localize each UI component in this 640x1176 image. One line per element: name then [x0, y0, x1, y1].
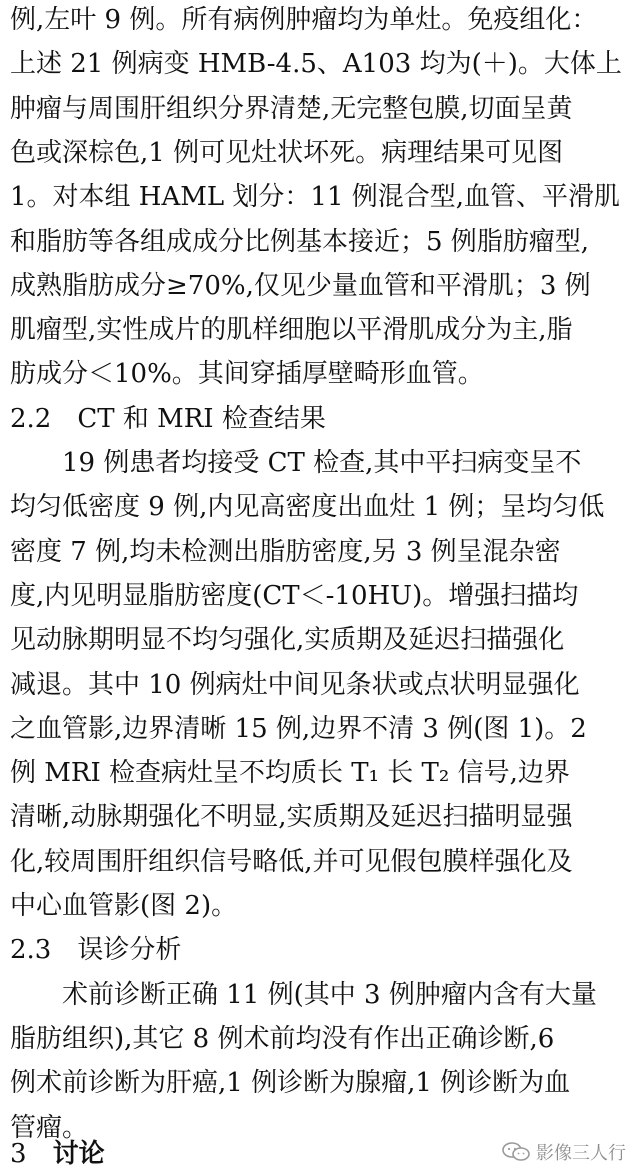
text-line: 19 例患者均接受 CT 检查,其中平扫病变呈不 — [62, 448, 582, 478]
watermark — [502, 1137, 626, 1167]
watermark-text: 影像三人行 — [536, 1143, 626, 1164]
section-number: 3 — [10, 1139, 27, 1169]
text-line: 脂肪组织),其它 8 例术前均没有作出正确诊断,6 — [10, 1023, 555, 1054]
text-line: 管瘤。 — [10, 1112, 89, 1143]
text-line: 例术前诊断为肝癌,1 例诊断为腺瘤,1 例诊断为血 — [10, 1068, 571, 1099]
text-line: 清晰,动脉期强化不明显,实质期及延迟扫描明显强 — [10, 802, 573, 833]
text-line: 成熟脂肪成分≥70%,仅见少量血管和平滑肌；3 例 — [10, 270, 591, 301]
text-line: 肪成分＜10%。其间穿插厚壁畸形血管。 — [10, 359, 484, 390]
text-line: 均匀低密度 9 例,内见高密度出血灶 1 例；呈均匀低 — [10, 492, 605, 523]
section-title: 讨论 — [52, 1139, 105, 1169]
text-line: 化,较周围肝组织信号略低,并可见假包膜样强化及 — [10, 846, 573, 877]
section-heading-2-2: 2.2 CT 和 MRI 检查结果 — [10, 403, 326, 434]
text-line: 色或深棕色,1 例可见灶状坏死。病理结果可见图 — [10, 137, 564, 168]
section-heading-2-3: 2.3 误诊分析 — [10, 935, 182, 966]
text-line: 减退。其中 10 例病灶中间见条状或点状明显强化 — [10, 669, 580, 700]
text-line: 例,左叶 9 例。所有病例肿瘤均为单灶。免疫组化： — [10, 5, 598, 35]
text-line: 上述 21 例病变 HMB-4.5、A103 均为(＋)。大体上 — [10, 49, 622, 80]
section-heading-3 — [10, 1135, 105, 1173]
text-line: 和脂肪等各组成成分比例基本接近；5 例脂肪瘤型, — [10, 226, 590, 257]
text-line: 见动脉期明显不均匀强化,实质期及延迟扫描强化 — [10, 625, 565, 656]
text-line: 之血管影,边界清晰 15 例,边界不清 3 例(图 1)。2 — [10, 713, 587, 744]
text-line: 肌瘤型,实性成片的肌样细胞以平滑肌成分为主,脂 — [10, 315, 573, 346]
spacer — [27, 1139, 53, 1169]
wechat-icon — [502, 1142, 530, 1162]
text-line: 术前诊断正确 11 例(其中 3 例肿瘤内含有大量 — [62, 979, 597, 1010]
text-line: 度,内见明显脂肪密度(CT＜-10HU)。增强扫描均 — [10, 580, 579, 611]
text-line: 中心血管影(图 2)。 — [10, 891, 238, 921]
text-line: 例 MRI 检查病灶呈不均质长 T₁ 长 T₂ 信号,边界 — [10, 758, 570, 789]
text-line: 1。对本组 HAML 划分：11 例混合型,血管、平滑肌 — [10, 182, 621, 213]
text-line: 密度 7 例,均未检测出脂肪密度,另 3 例呈混杂密 — [10, 536, 561, 567]
text-line: 肿瘤与周围肝组织分界清楚,无完整包膜,切面呈黄 — [10, 93, 573, 124]
